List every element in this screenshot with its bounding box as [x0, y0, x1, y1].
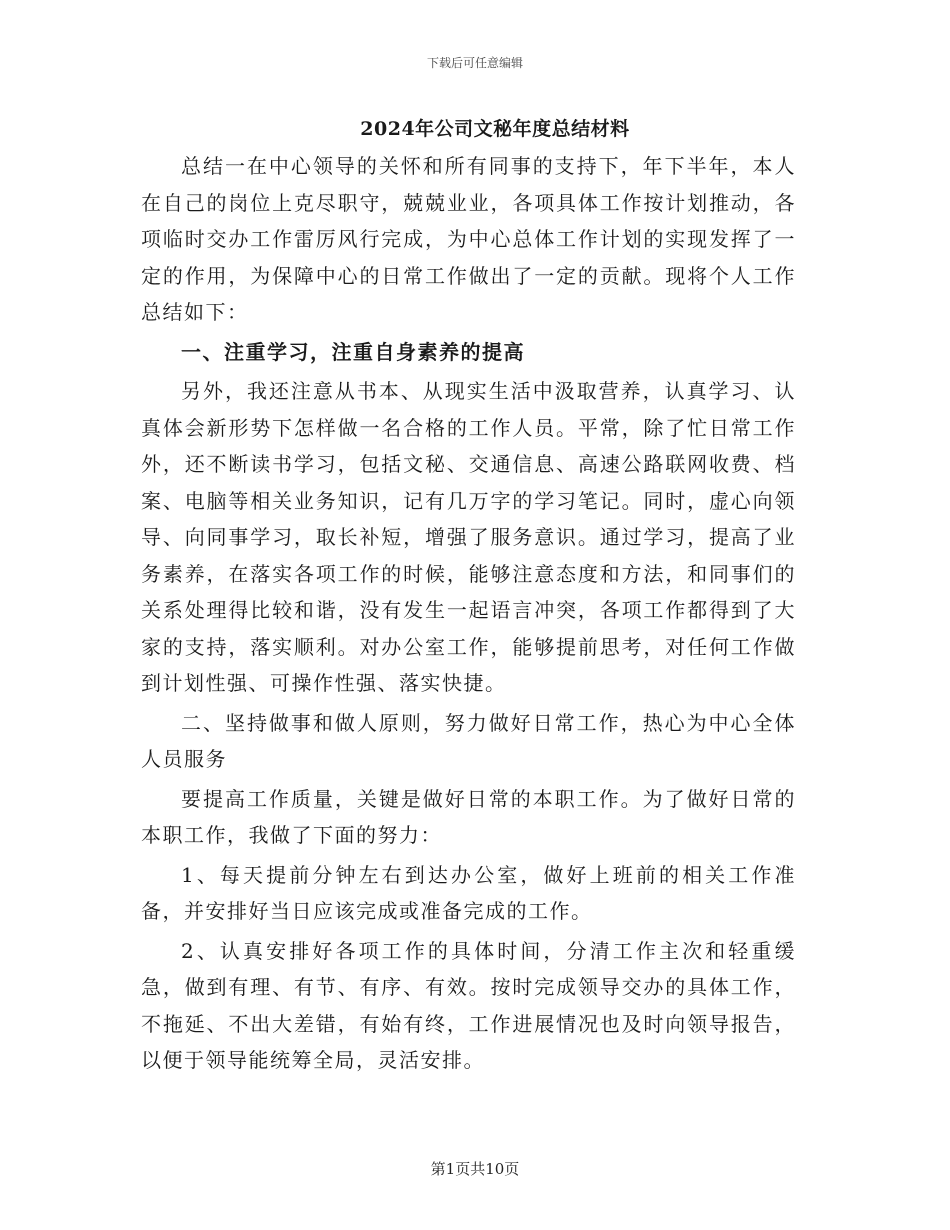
- page-number: 第1页共10页: [430, 1160, 520, 1178]
- list-item-2: 2、认真安排好各项工作的具体时间，分清工作主次和轻重缓急，做到有理、有节、有序、有效。按时完成领导交办的具体工作，不拖延、不出大差错，有始有终，工作进展情况也及时向领导报告，以便于领导能统筹全局，灵活安排。: [141, 938, 796, 1072]
- section-heading-1: 一、注重学习，注重自身素养的提高: [181, 339, 525, 364]
- document-title: 2024年公司文秘年度总结材料: [360, 118, 630, 140]
- document-body: [141, 148, 796, 1082]
- list-item-1: 1、每天提前分钟左右到达办公室，做好上班前的相关工作准备，并安排好当日应该完成或准备完成的工作。: [141, 862, 796, 923]
- section-1-paragraph: 另外，我还注意从书本、从现实生活中汲取营养，认真学习、认真体会新形势下怎样做一名合格的工作人员。平常，除了忙日常工作外，还不断读书学习，包括文秘、交通信息、高速公路联网收费、档案、电脑等相关业务知识，记有几万字的学习笔记。同时，虚心向领导、向同事学习，取长补短，增强了服务意识。通过学习，提高了业务素养，在落实各项工作的时候，能够注意态度和方法，和同事们的关系处理得比较和谐，没有发生一起语言冲突，各项工作都得到了大家的支持，落实顺利。对办公室工作，能够提前思考，对任何工作做到计划性强、可操作性强、落实快捷。: [141, 379, 796, 695]
- section-2-paragraph: 要提高工作质量，关键是做好日常的本职工作。为了做好日常的本职工作，我做了下面的努力：: [141, 786, 796, 847]
- page-header-note: 下载后可任意编辑: [426, 56, 523, 70]
- intro-paragraph: 总结一在中心领导的关怀和所有同事的支持下，年下半年，本人在自己的岗位上克尽职守，兢兢业业，各项具体工作按计划推动，各项临时交办工作雷厉风行完成，为中心总体工作计划的实现发挥了一定的作用，为保障中心的日常工作做出了一定的贡献。现将个人工作总结如下：: [141, 154, 796, 324]
- section-heading-2: 二、坚持做事和做人原则，努力做好日常工作，热心为中心全体人员服务: [141, 710, 796, 771]
